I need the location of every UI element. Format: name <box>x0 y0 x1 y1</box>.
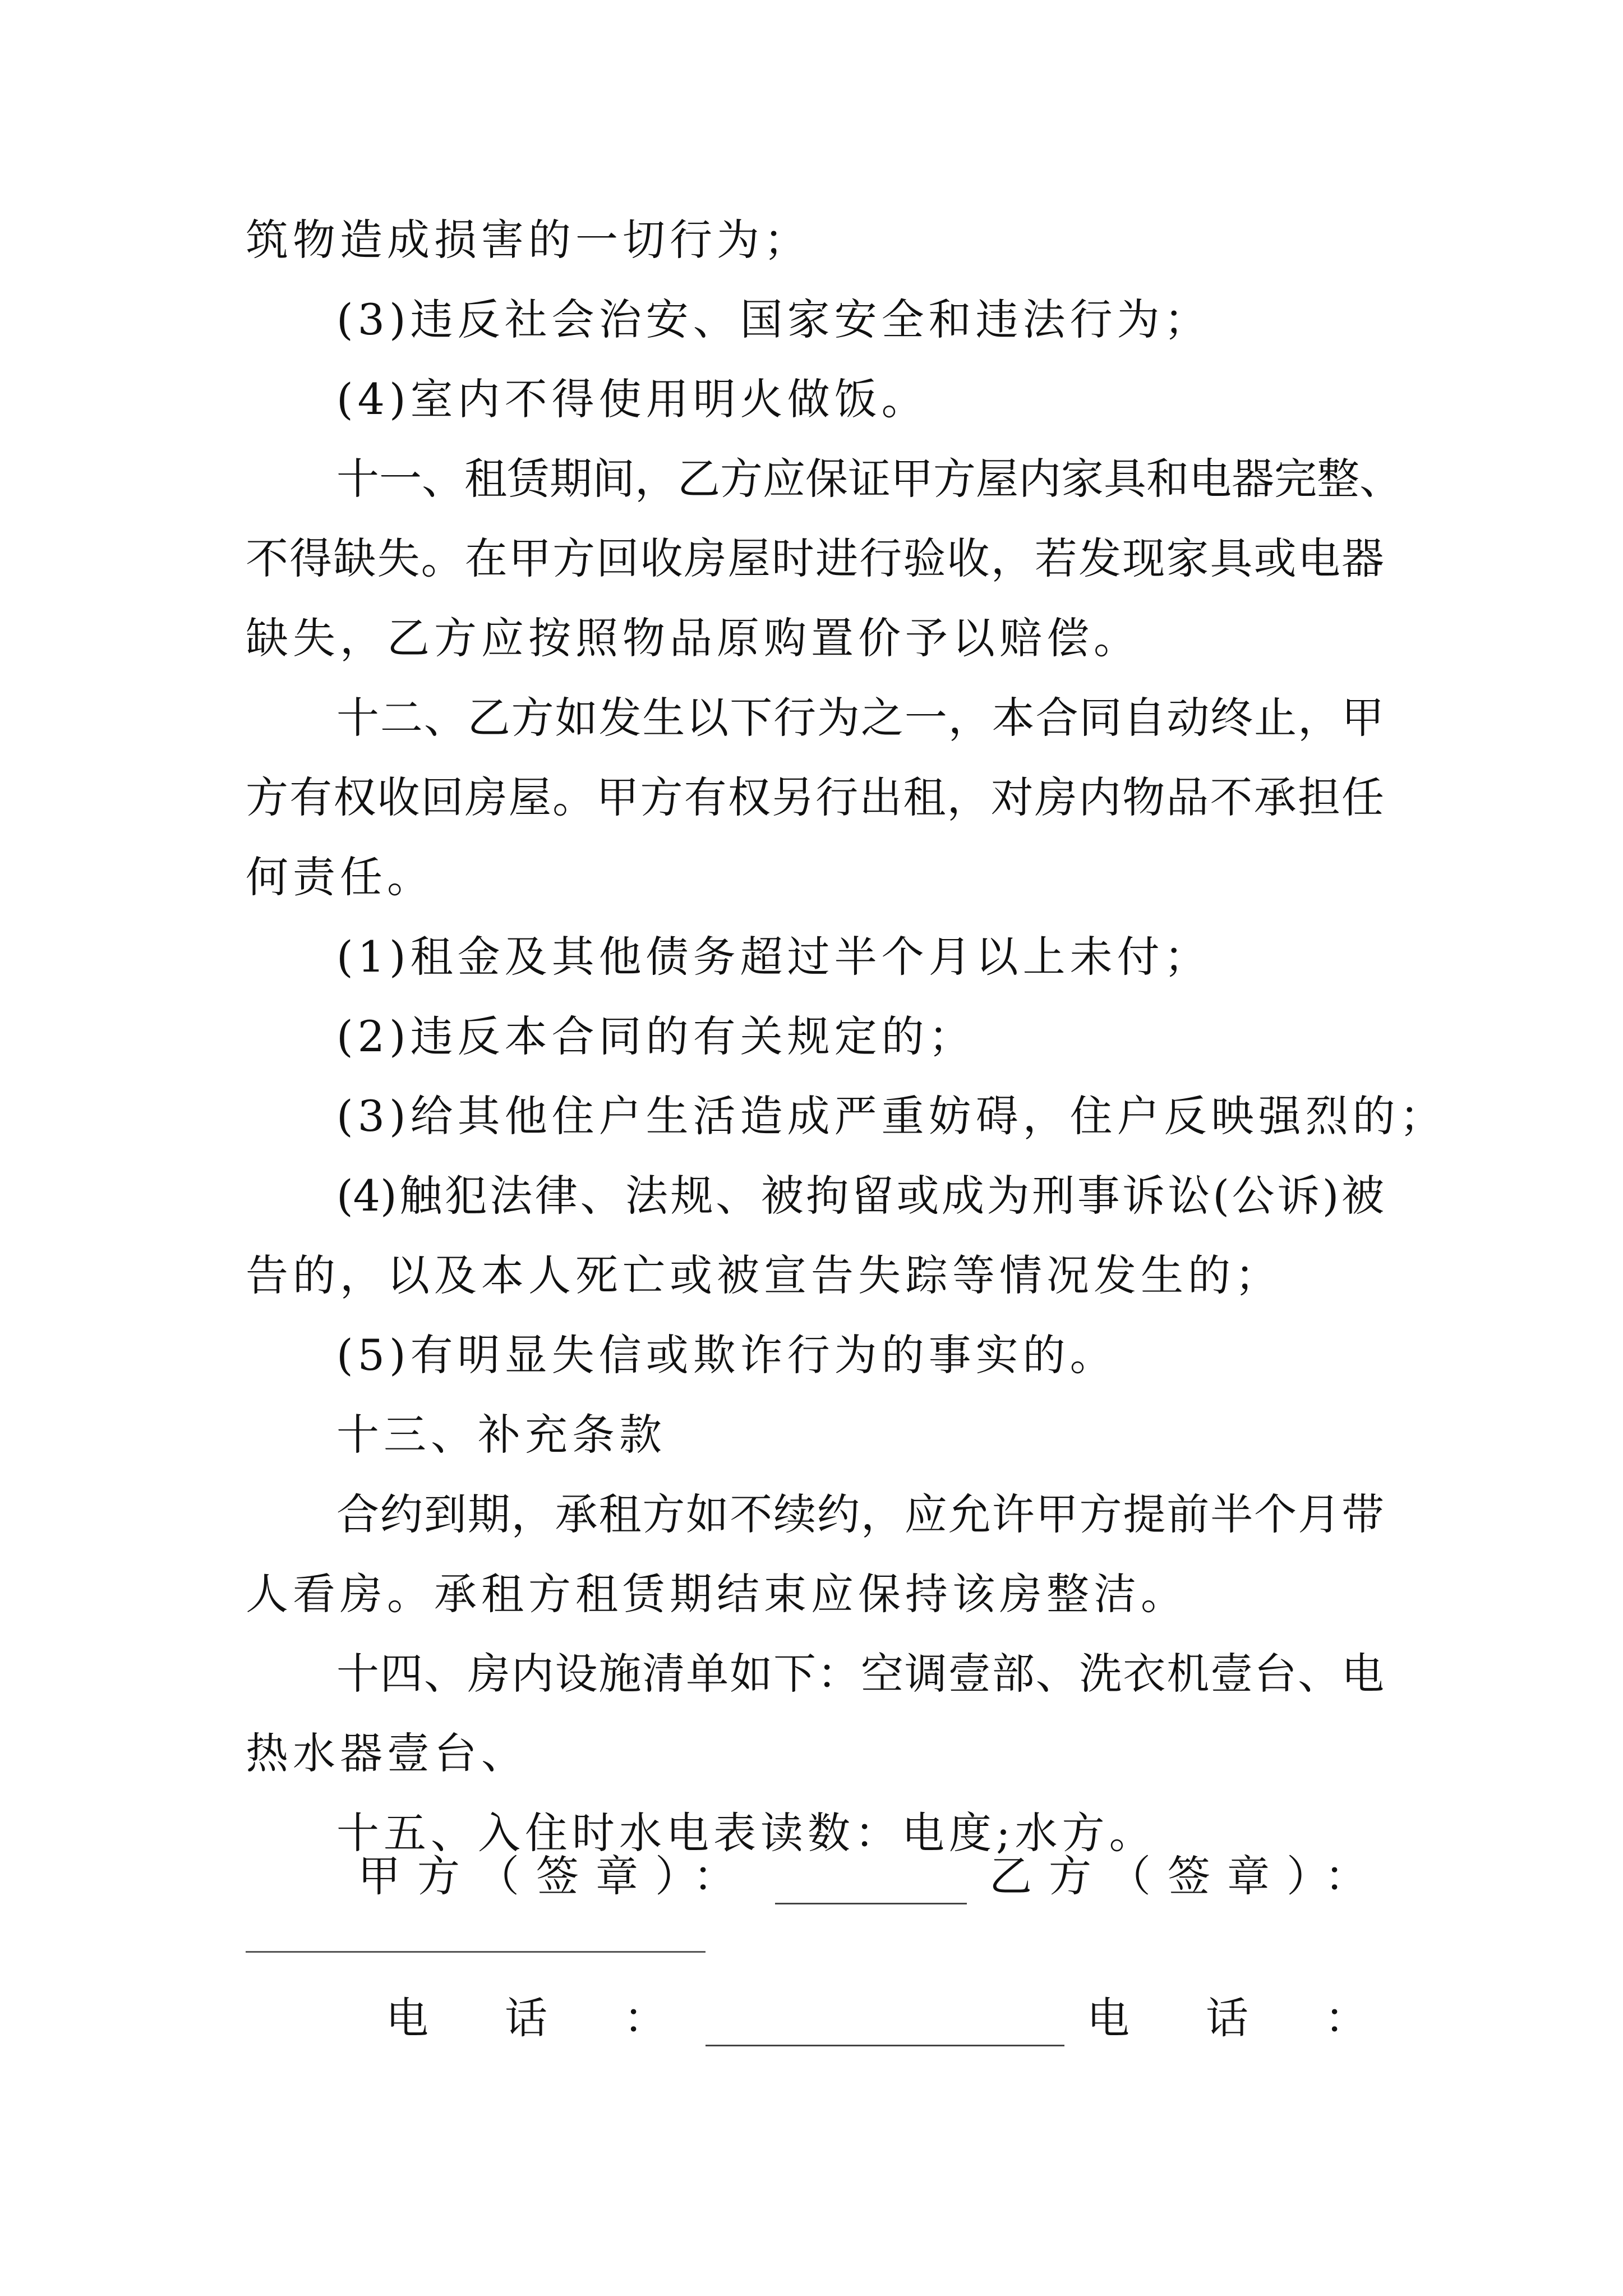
clause-item: (3)违反社会治安、国家安全和违法行为； <box>336 295 1211 344</box>
phone-row <box>246 1990 1384 2046</box>
paragraph-line: 方有权收回房屋。甲方有权另行出租，对房内物品不承担任 <box>246 772 1384 822</box>
party-a-phone-label: 电 话 ： <box>386 1993 683 2043</box>
clause-item: (4)触犯法律、法规、被拘留或成为刑事诉讼(公诉)被 <box>336 1171 1384 1221</box>
signature-row <box>246 1848 1384 1904</box>
clause-heading-14: 十四、房内设施清单如下：空调壹部、洗衣机壹台、电 <box>336 1649 1384 1699</box>
paragraph-line: 告的，以及本人死亡或被宣告失踪等情况发生的； <box>246 1250 1282 1300</box>
clause-heading-12: 十二、乙方如发生以下行为之一，本合同自动终止，甲 <box>336 693 1384 743</box>
paragraph-line: 合约到期，承租方如不续约，应允许甲方提前半个月带 <box>336 1489 1384 1539</box>
clause-heading-13: 十三、补充条款 <box>336 1410 666 1460</box>
paragraph-line: 缺失，乙方应按照物品原购置价予以赔偿。 <box>246 613 1141 663</box>
clause-item: (5)有明显失信或欺诈行为的事实的。 <box>336 1330 1117 1380</box>
clause-item: (4)室内不得使用明火做饭。 <box>336 374 929 424</box>
clause-item: (1)租金及其他债务超过半个月以上未付； <box>336 932 1211 982</box>
paragraph-line: 人看房。承租方租赁期结束应保持该房整洁。 <box>246 1569 1188 1619</box>
clause-item: (2)违反本合同的有关规定的； <box>336 1011 976 1061</box>
clause-item: (3)给其他住户生活造成严重妨碍，住户反映强烈的； <box>336 1091 1447 1141</box>
party-b-phone-label: 电 话 ： <box>1087 1993 1384 2043</box>
party-a-sign-label: 甲方（签章）： <box>358 1851 753 1901</box>
clause-heading-11: 十一、租赁期间，乙方应保证甲方屋内家具和电器完整、 <box>336 454 1402 504</box>
party-a-phone-blank <box>706 2005 1064 2046</box>
paragraph-line: 何责任。 <box>246 852 434 902</box>
paragraph-line: 不得缺失。在甲方回收房屋时进行验收，若发现家具或电器 <box>246 533 1384 583</box>
signature-divider <box>246 1951 706 1953</box>
clause-heading-15: 十五、入住时水电表读数：电度;水方。 <box>336 1808 1156 1858</box>
paragraph-line: 筑物造成损害的一切行为； <box>246 215 811 265</box>
party-a-sign-blank <box>775 1864 967 1904</box>
party-b-sign-label: 乙方（签章）： <box>989 1851 1384 1901</box>
paragraph-line: 热水器壹台、 <box>246 1728 528 1778</box>
